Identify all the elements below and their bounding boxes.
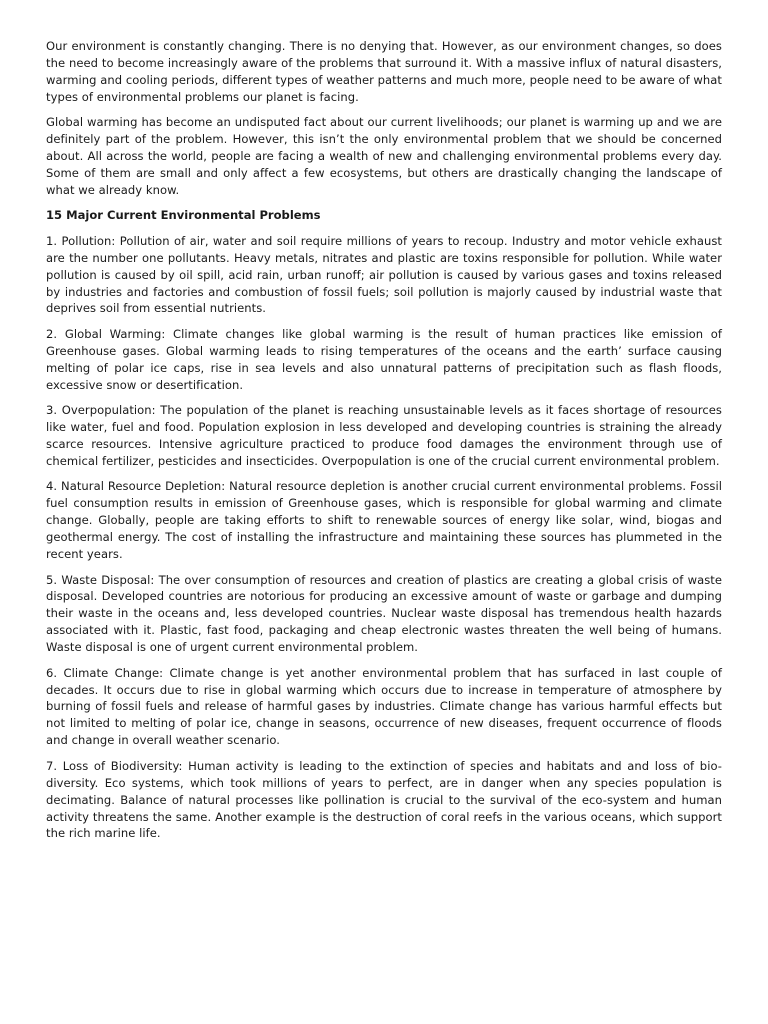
- problem-pollution: 1. Pollution: Pollution of air, water and soil require millions of years to recoup. Industry and motor vehicle exhaust are the number one pollutants. Heavy metals, nitrates and plastic are toxins responsible for pollution. While water pollution is caused by oil spill, acid rain, urban runoff; air pollution is caused by various gases and toxins released by industries and factories and combustion of fossil fuels; soil pollution is majorly caused by industrial waste that deprives soil from essential nutrients.: [46, 233, 722, 316]
- problem-overpopulation: 3. Overpopulation: The population of the planet is reaching unsustainable levels as it faces shortage of resources like water, fuel and food. Population explosion in less developed and developing countries is straining the already scarce resources. Intensive agriculture practiced to produce food damages the environment through use of chemical fertilizer, pesticides and insecticides. Overpopulation is one of the crucial current environmental problem.: [46, 403, 722, 468]
- section-heading: 15 Major Current Environmental Problems: [46, 208, 321, 223]
- problem-natural-resource-depletion: 4. Natural Resource Depletion: Natural resource depletion is another crucial current environmental problems. Fossil fuel consumption results in emission of Greenhouse gases, which is responsible for global warming and climate change. Globally, people are taking efforts to shift to renewable sources of energy like solar, wind, biogas and geothermal energy. The cost of installing the infrastructure and maintaining these sources has plummeted in the recent years.: [46, 479, 722, 562]
- problem-climate-change: 6. Climate Change: Climate change is yet another environmental problem that has surfaced in last couple of decades. It occurs due to rise in global warming which occurs due to increase in temperature of atmosphere by burning of fossil fuels and release of harmful gases by industries. Climate change has various harmful effects but not limited to melting of polar ice, change in seasons, occurrence of new diseases, frequent occurrence of floods and change in overall weather scenario.: [46, 665, 722, 748]
- problem-waste-disposal: 5. Waste Disposal: The over consumption of resources and creation of plastics are creating a global crisis of waste disposal. Developed countries are notorious for producing an excessive amount of waste or garbage and dumping their waste in the oceans and, less developed countries. Nuclear waste disposal has tremendous health hazards associated with it. Plastic, fast food, packaging and cheap electronic wastes threaten the well being of humans. Waste disposal is one of urgent current environmental problem.: [46, 572, 722, 655]
- intro-paragraph-1: Our environment is constantly changing. There is no denying that. However, as our environment changes, so does the need to become increasingly aware of the problems that surround it. With a massive influx of natural disasters, warming and cooling periods, different types of weather patterns and much more, people need to be aware of what types of environmental problems our planet is facing.: [46, 39, 722, 104]
- problem-loss-of-biodiversity: 7. Loss of Biodiversity: Human activity is leading to the extinction of species and habitats and and loss of bio-diversity. Eco systems, which took millions of years to perfect, are in danger when any species population is decimating. Balance of natural processes like pollination is crucial to the survival of the eco-system and human activity threatens the same. Another example is the destruction of coral reefs in the various oceans, which support the rich marine life.: [46, 758, 722, 841]
- problem-global-warming: 2. Global Warming: Climate changes like global warming is the result of human practices like emission of Greenhouse gases. Global warming leads to rising temperatures of the oceans and the earth’ surface causing melting of polar ice caps, rise in sea levels and also unnatural patterns of precipitation such as flash floods, excessive snow or desertification.: [46, 326, 722, 392]
- intro-paragraph-2: Global warming has become an undisputed fact about our current livelihoods; our planet is warming up and we are definitely part of the problem. However, this isn’t the only environmental problem that we should be concerned about. All across the world, people are facing a wealth of new and challenging environmental problems every day. Some of them are small and only affect a few ecosystems, but others are drastically changing the landscape of what we already know.: [46, 115, 722, 197]
